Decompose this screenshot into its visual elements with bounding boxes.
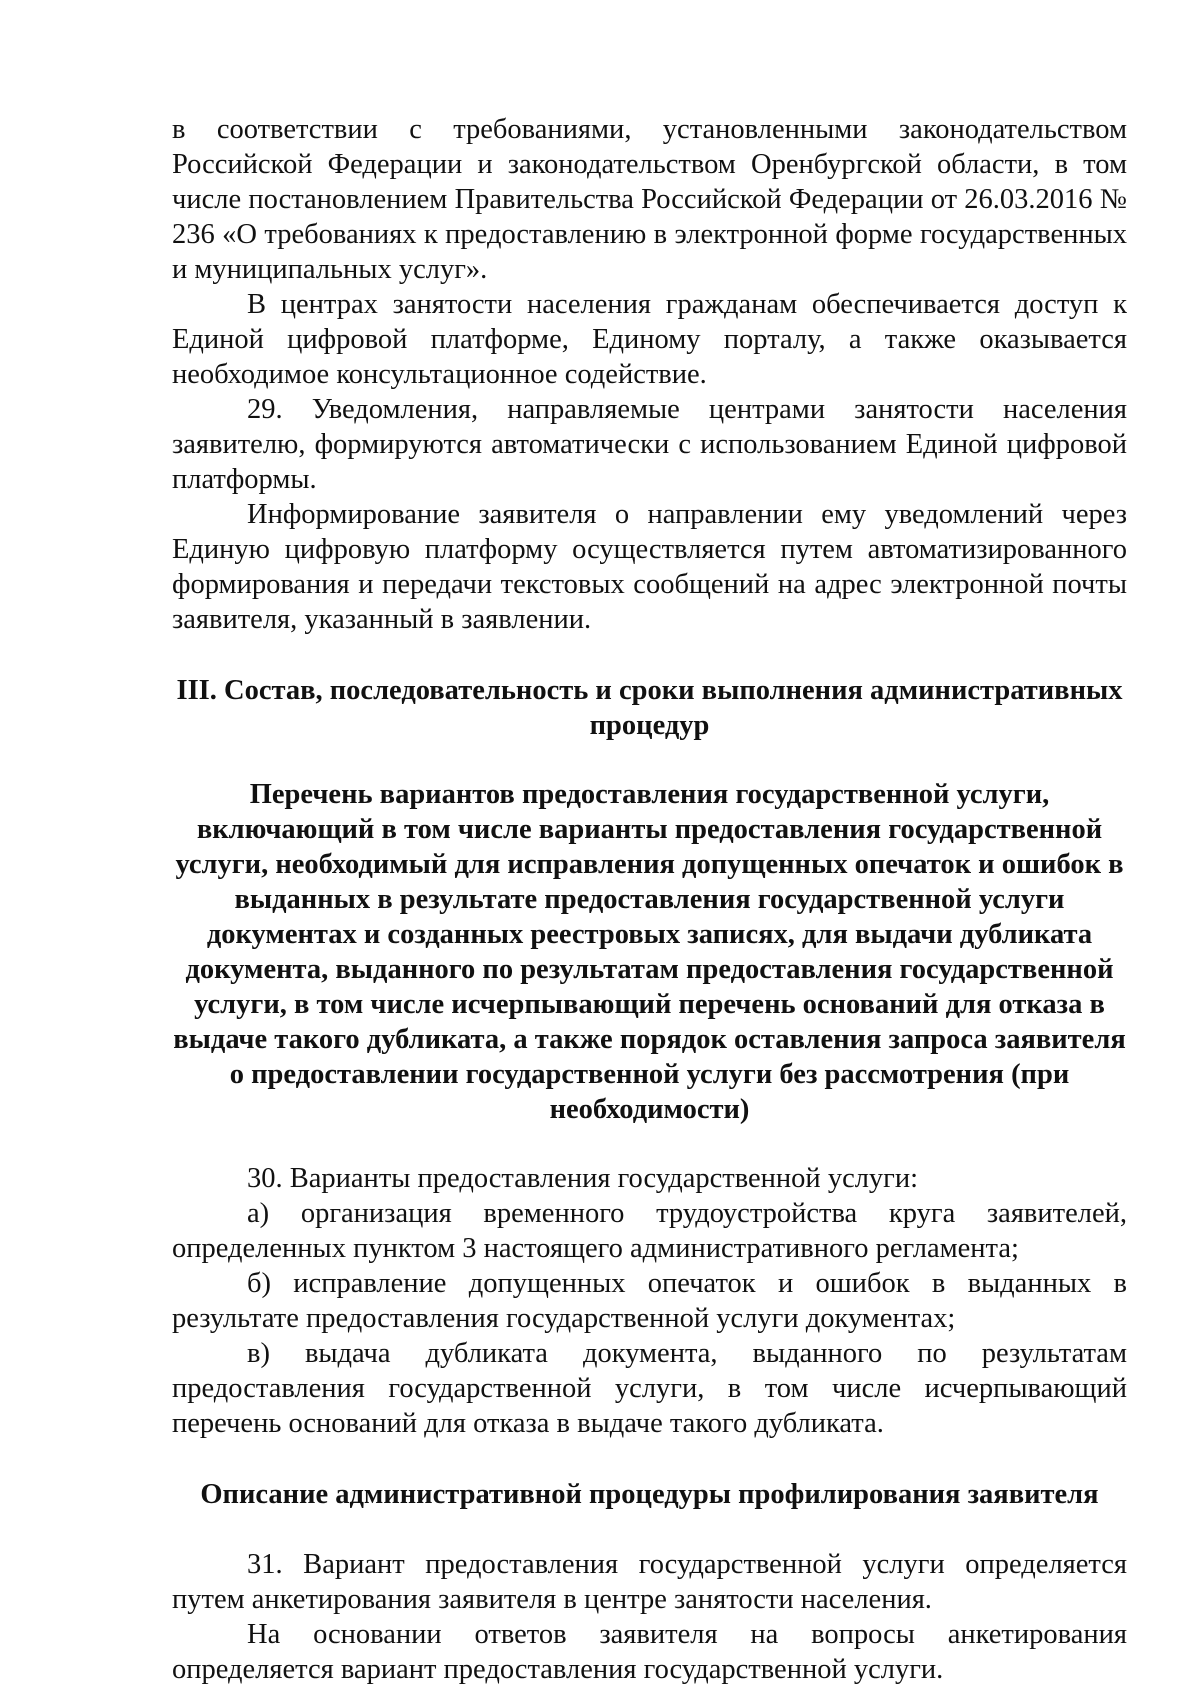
paragraph-31: 31. Вариант предоставления государственной услуги определяется путем анкетирования заявителя в центре занятости населения. xyxy=(172,1549,1127,1615)
section-heading-iii: III. Состав, последовательность и сроки выполнения административных процедур xyxy=(176,675,1123,741)
spacer xyxy=(172,637,1127,673)
spacer xyxy=(172,743,1127,777)
paragraph-continuation: в соответствии с требованиями, установленными законодательством Российской Федерации и законодательством Оренбургской области, в том числе постановлением Правительства Российской Федерации от 26.03.2016 № 236 «О требованиях к предоставлению в электронной форме государственных и муниципальных услуг». xyxy=(172,114,1127,285)
paragraph-30: 30. Варианты предоставления государственной услуги: xyxy=(247,1163,919,1194)
paragraph-informing: Информирование заявителя о направлении ему уведомлений через Единую цифровую платформу осуществляется путем автоматизированного формирования и передачи текстовых сообщений на адрес электронной почты заявителя, указанный в заявлении. xyxy=(172,499,1127,635)
spacer xyxy=(172,1127,1127,1161)
list-item-a: а) организация временного трудоустройства круга заявителей, определенных пунктом 3 настоящего административного регламента; xyxy=(172,1198,1127,1264)
paragraph-employment-centers: В центрах занятости населения гражданам обеспечивается доступ к Единой цифровой платформе, Единому порталу, а также оказывается необходимое консультационное содействие. xyxy=(172,289,1127,390)
list-item-b: б) исправление допущенных опечаток и ошибок в выданных в результате предоставления государственной услуги документах; xyxy=(172,1268,1127,1334)
document-page xyxy=(172,112,1127,1687)
list-item-v: в) выдача дубликата документа, выданного по результатам предоставления государственной услуги, в том числе исчерпывающий перечень оснований для отказа в выдаче такого дубликата. xyxy=(172,1338,1127,1439)
spacer xyxy=(172,1512,1127,1547)
paragraph-29: 29. Уведомления, направляемые центрами занятости населения заявителю, формируются автоматически с использованием Единой цифровой платформы. xyxy=(172,394,1127,495)
paragraph-questionnaire: На основании ответов заявителя на вопросы анкетирования определяется вариант предоставления государственной услуги. xyxy=(172,1619,1127,1685)
subheading-profiling: Описание административной процедуры профилирования заявителя xyxy=(200,1479,1099,1510)
subheading-variants-list: Перечень вариантов предоставления государственной услуги, включающий в том числе варианты предоставления государственной услуги, необходимый для исправления допущенных опечаток и ошибок в выданных в результате предоставления государственной услуги документах и созданных реестровых записях, для выдачи дубликата документа, выданного по результатам предоставления государственной услуги, в том числе исчерпывающий перечень оснований для отказа в выдаче такого дубликата, а также порядок оставления запроса заявителя о предоставлении государственной услуги без рассмотрения (при необходимости) xyxy=(173,779,1126,1125)
spacer xyxy=(172,1441,1127,1477)
